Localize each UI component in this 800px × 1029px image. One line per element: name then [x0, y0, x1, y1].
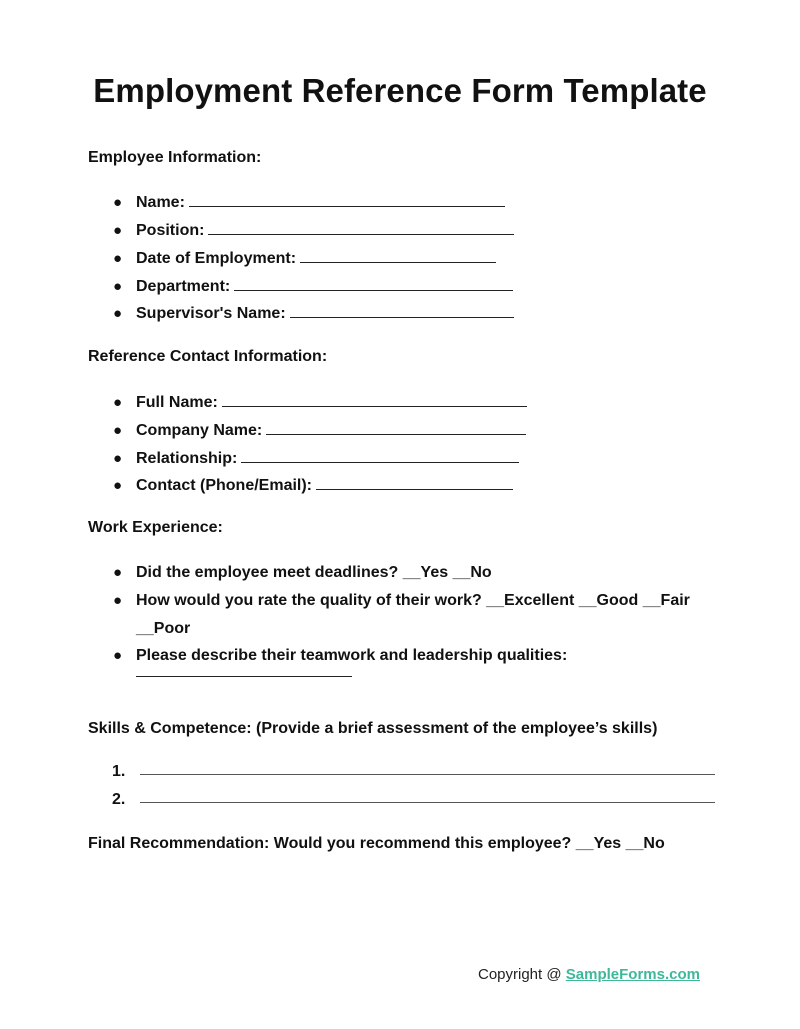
field-name	[113, 193, 505, 212]
blank-line[interactable]	[290, 304, 514, 318]
copyright-footer	[478, 966, 700, 983]
field-contact	[113, 476, 513, 495]
question-quality	[113, 592, 690, 610]
field-date-of-employment	[113, 249, 496, 268]
field-label: Supervisor's Name:	[136, 305, 286, 322]
question-text: How would you rate the quality of their work? __Excellent __Good __Fair	[136, 592, 690, 609]
bullet-icon: ●	[113, 422, 123, 439]
skill-item-number: 2.	[112, 791, 126, 808]
field-label: Position:	[136, 222, 205, 239]
field-label: Department:	[136, 278, 231, 295]
bullet-icon: ●	[113, 278, 123, 295]
bullet-icon: ●	[113, 592, 123, 609]
page-title: Employment Reference Form Template	[93, 72, 707, 109]
skills-heading: Skills & Competence: (Provide a brief assessment of the employee’s skills)	[88, 720, 658, 737]
skill-answer-line[interactable]	[140, 774, 715, 775]
employee-info-heading: Employee Information:	[88, 149, 262, 166]
question-teamwork	[113, 647, 567, 665]
blank-line[interactable]	[208, 221, 514, 235]
bullet-icon: ●	[113, 394, 123, 411]
bullet-icon: ●	[113, 564, 123, 581]
bullet-icon: ●	[113, 194, 123, 211]
question-text: Please describe their teamwork and leadership qualities:	[136, 647, 568, 664]
field-label: Contact (Phone/Email):	[136, 477, 313, 494]
blank-line[interactable]	[266, 421, 526, 435]
teamwork-answer-line[interactable]	[136, 676, 352, 677]
field-full-name	[113, 393, 527, 412]
field-company-name	[113, 421, 526, 440]
field-relationship	[113, 449, 519, 468]
bullet-icon: ●	[113, 477, 123, 494]
work-experience-heading: Work Experience:	[88, 519, 223, 536]
blank-line[interactable]	[189, 193, 505, 207]
question-text: Did the employee meet deadlines? __Yes __No	[136, 564, 492, 581]
copyright-prefix: Copyright @	[478, 966, 566, 983]
field-label: Relationship:	[136, 450, 238, 467]
skill-answer-line[interactable]	[140, 802, 715, 803]
bullet-icon: ●	[113, 647, 123, 664]
field-label: Company Name:	[136, 422, 263, 439]
field-position	[113, 221, 514, 240]
skill-item-number: 1.	[112, 763, 126, 780]
bullet-icon: ●	[113, 450, 123, 467]
field-label: Date of Employment:	[136, 250, 297, 267]
bullet-icon: ●	[113, 250, 123, 267]
question-quality-continued: __Poor	[136, 620, 191, 637]
blank-line[interactable]	[316, 476, 513, 490]
field-supervisor-name	[113, 304, 514, 323]
blank-line[interactable]	[222, 393, 527, 407]
field-label: Name:	[136, 194, 185, 211]
blank-line[interactable]	[234, 277, 513, 291]
bullet-icon: ●	[113, 305, 123, 322]
field-department	[113, 277, 513, 296]
blank-line[interactable]	[241, 449, 519, 463]
final-recommendation: Final Recommendation: Would you recommend this employee? __Yes __No	[88, 835, 665, 852]
question-deadlines	[113, 564, 492, 582]
blank-line[interactable]	[300, 249, 496, 263]
brand-link[interactable]: SampleForms.com	[565, 966, 700, 983]
reference-contact-heading: Reference Contact Information:	[88, 348, 328, 365]
bullet-icon: ●	[113, 222, 123, 239]
field-label: Full Name:	[136, 394, 218, 411]
